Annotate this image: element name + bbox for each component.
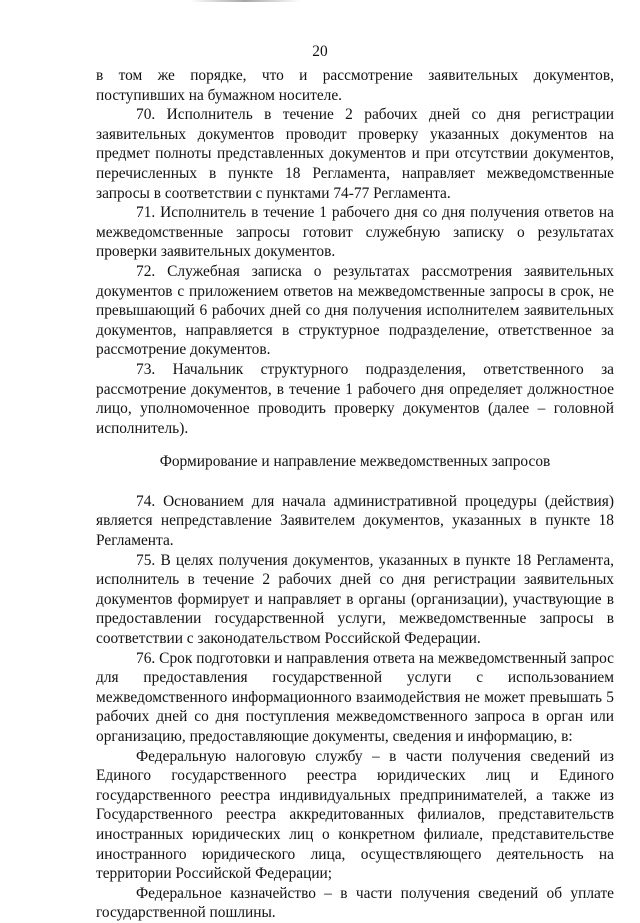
paragraph-continuation: в том же порядке, что и рассмотрение заявительных документов, поступивших на бумажном носителе.: [96, 67, 614, 104]
section-heading: Формирование и направление межведомственных запросов: [159, 453, 551, 471]
paragraph-tax-service: Федеральную налоговую службу – в части получения сведений из Единого государственного реестра юридических лиц и Единого государственного реестра индивидуальных предпринимателей, а также из Государственного реестра аккредитованных филиалов, представительств иностранных юридических лиц о конкретном филиале, представительстве иностранного юридического лица, осуществляющего деятельность на территории Российской Федерации;: [96, 747, 614, 883]
paragraph-71: 71. Исполнитель в течение 1 рабочего дня со дня получения ответов на межведомственные запросы готовит служебную записку о результатах проверки заявительных документов.: [96, 204, 614, 261]
paragraph-72: 72. Служебная записка о результатах рассмотрения заявительных документов с приложением ответов на межведомственные запросы в срок, не превышающий 6 рабочих дней со дня получения исполнителем заявительных документов, направляется в структурное подразделение, ответственное за рассмотрение документов.: [96, 262, 614, 359]
paragraph-treasury: Федеральное казначейство – в части получения сведений об уплате государственной пошлины.: [96, 884, 614, 922]
paragraph-74: 74. Основанием для начала административной процедуры (действия) является непредставление Заявителем документов, указанных в пункте 18 Регламента.: [96, 492, 614, 550]
paragraph-73: 73. Начальник структурного подразделения, ответственного за рассмотрение документов, в течение 1 рабочего дня определяет должностное лицо, уполномоченное проводить проверку документов (далее – головной исполнитель).: [96, 360, 614, 437]
paragraph-70: 70. Исполнитель в течение 2 рабочих дней со дня регистрации заявительных документов проводит проверку указанных документов на предмет полноты представленных документов и при отсутствии документов, перечисленных в пункте 18 Регламента, направляет межведомственные запросы в соответствии с пунктами 74-77 Регламента.: [96, 106, 614, 202]
paragraph-76: 76. Срок подготовки и направления ответа на межведомственный запрос для предоставления государственной услуги с использованием межведомственного информационного взаимодействия не может превышать 5 рабочих дней со дня поступления межведомственного запроса в орган или организацию, предоставляющие документы, сведения и информацию, в:: [96, 649, 614, 745]
paragraph-75: 75. В целях получения документов, указанных в пункте 18 Регламента, исполнитель в течение 2 рабочих дней со дня регистрации заявительных документов формирует и направляет в органы (организации), участвующие в предоставлении государственной услуги, межведомственные запросы в соответствии с законодательством Российской Федерации.: [96, 551, 614, 648]
document-body: [96, 66, 614, 923]
scan-edge-mark: [190, 0, 300, 2]
page-number: 20: [312, 43, 328, 60]
